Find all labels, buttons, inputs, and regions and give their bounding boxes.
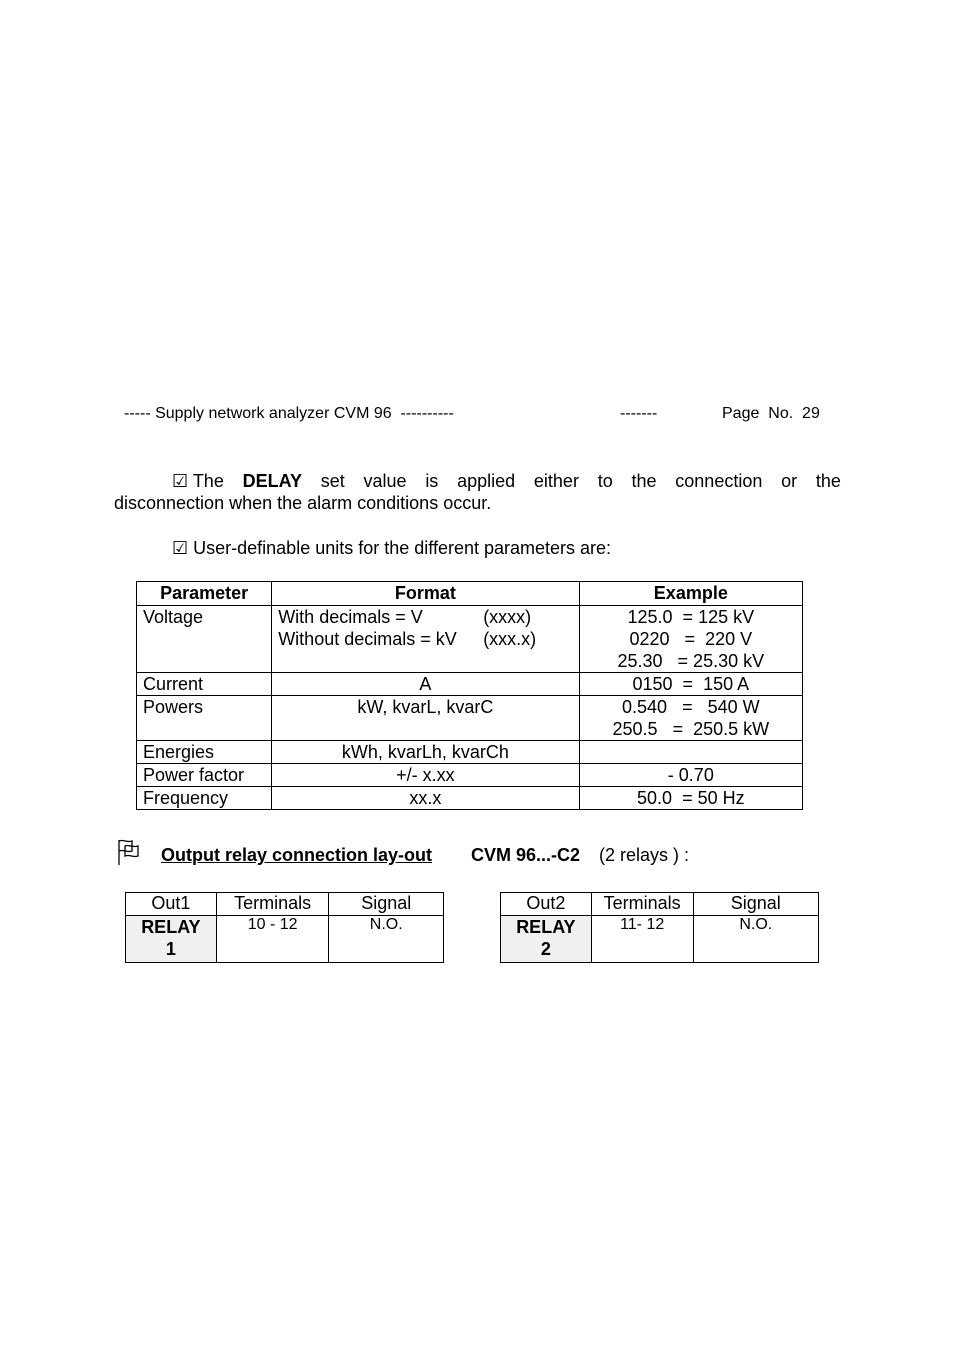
format-text: With decimals = V bbox=[278, 607, 423, 627]
example-line: 25.30 = 25.30 kV bbox=[617, 651, 765, 671]
delay-paragraph-line2: disconnection when the alarm conditions occur. bbox=[114, 493, 492, 513]
relay-number: 1 bbox=[165, 939, 176, 959]
param-cell: Energies bbox=[137, 741, 272, 764]
relay-section-title: Output relay connection lay-out bbox=[161, 845, 433, 865]
example-cell bbox=[579, 741, 802, 764]
delay-paragraph-line1 bbox=[114, 470, 841, 492]
table-row-current bbox=[137, 673, 803, 696]
example-line: 0220 = 220 V bbox=[629, 629, 753, 649]
relay-table-2 bbox=[500, 892, 819, 963]
relay-header-row bbox=[501, 893, 819, 916]
para-word: set bbox=[320, 471, 345, 491]
page-number: Page No. 29 bbox=[722, 405, 820, 422]
table-row-voltage bbox=[137, 606, 803, 673]
example-cell: - 0.70 bbox=[579, 764, 802, 787]
terminals-cell: 10 - 12 bbox=[216, 916, 329, 963]
relay-section-note: (2 relays ) : bbox=[599, 845, 690, 865]
para-word: the bbox=[631, 471, 657, 491]
terminals-cell: 11- 12 bbox=[591, 916, 693, 963]
param-cell: Voltage bbox=[137, 606, 272, 673]
para-word: applied bbox=[457, 471, 516, 491]
header-dashes: ------- bbox=[620, 405, 658, 422]
para-word: to bbox=[597, 471, 613, 491]
para-word-delay: DELAY bbox=[242, 471, 302, 491]
format-cell: A bbox=[272, 673, 579, 696]
relay-label-cell bbox=[126, 916, 217, 963]
document-title: ----- Supply network analyzer CVM 96 ---------- bbox=[124, 405, 454, 422]
para-word: the bbox=[815, 471, 841, 491]
relay-label-cell bbox=[501, 916, 592, 963]
example-line: 125.0 = 125 kV bbox=[627, 607, 755, 627]
format-cell bbox=[272, 606, 579, 673]
column-header-parameter: Parameter bbox=[137, 582, 272, 606]
column-header-terminals: Terminals bbox=[591, 893, 693, 916]
relay-section-heading bbox=[116, 838, 836, 868]
example-line: 250.5 = 250.5 kW bbox=[612, 719, 770, 739]
relay-number: 2 bbox=[540, 939, 551, 959]
example-line: 0.540 = 540 W bbox=[622, 697, 760, 717]
delay-paragraph bbox=[114, 470, 841, 514]
table-row-energies bbox=[137, 741, 803, 764]
para-word: is bbox=[425, 471, 439, 491]
page-header bbox=[124, 405, 834, 425]
para-word: or bbox=[781, 471, 798, 491]
relay-label: RELAY bbox=[516, 917, 576, 937]
table-header-row bbox=[137, 582, 803, 606]
flag-icon bbox=[116, 838, 142, 866]
format-cell: xx.x bbox=[272, 787, 579, 810]
example-cell: 50.0 = 50 Hz bbox=[579, 787, 802, 810]
column-header-signal: Signal bbox=[693, 893, 818, 916]
para-word: value bbox=[363, 471, 407, 491]
column-header-example: Example bbox=[579, 582, 802, 606]
example-cell bbox=[579, 606, 802, 673]
table-row-powers bbox=[137, 696, 803, 741]
relay-section-model: CVM 96...-C2 bbox=[471, 845, 581, 865]
para-word: either bbox=[533, 471, 579, 491]
para-word: ☑ The bbox=[172, 471, 224, 491]
column-header-out: Out2 bbox=[501, 893, 592, 916]
param-cell: Powers bbox=[137, 696, 272, 741]
parameter-units-table bbox=[136, 581, 803, 810]
para-word: connection bbox=[675, 471, 763, 491]
format-cell: kWh, kvarLh, kvarCh bbox=[272, 741, 579, 764]
column-header-format: Format bbox=[272, 582, 579, 606]
column-header-out: Out1 bbox=[126, 893, 217, 916]
relay-row bbox=[126, 916, 444, 963]
relay-header-row bbox=[126, 893, 444, 916]
units-paragraph: ☑ User-definable units for the different parameters are: bbox=[172, 538, 612, 558]
column-header-signal: Signal bbox=[329, 893, 444, 916]
relay-label: RELAY bbox=[141, 917, 201, 937]
table-row-frequency bbox=[137, 787, 803, 810]
signal-cell: N.O. bbox=[329, 916, 444, 963]
relay-table-1 bbox=[125, 892, 444, 963]
param-cell: Frequency bbox=[137, 787, 272, 810]
format-code: (xxx.x) bbox=[483, 629, 537, 649]
table-row-power-factor bbox=[137, 764, 803, 787]
format-code: (xxxx) bbox=[483, 607, 532, 627]
format-cell: kW, kvarL, kvarC bbox=[272, 696, 579, 741]
param-cell: Current bbox=[137, 673, 272, 696]
signal-cell: N.O. bbox=[693, 916, 818, 963]
format-text: Without decimals = kV bbox=[278, 629, 457, 649]
format-cell: +/- x.xx bbox=[272, 764, 579, 787]
example-cell: 0150 = 150 A bbox=[579, 673, 802, 696]
example-cell bbox=[579, 696, 802, 741]
param-cell: Power factor bbox=[137, 764, 272, 787]
relay-row bbox=[501, 916, 819, 963]
column-header-terminals: Terminals bbox=[216, 893, 329, 916]
